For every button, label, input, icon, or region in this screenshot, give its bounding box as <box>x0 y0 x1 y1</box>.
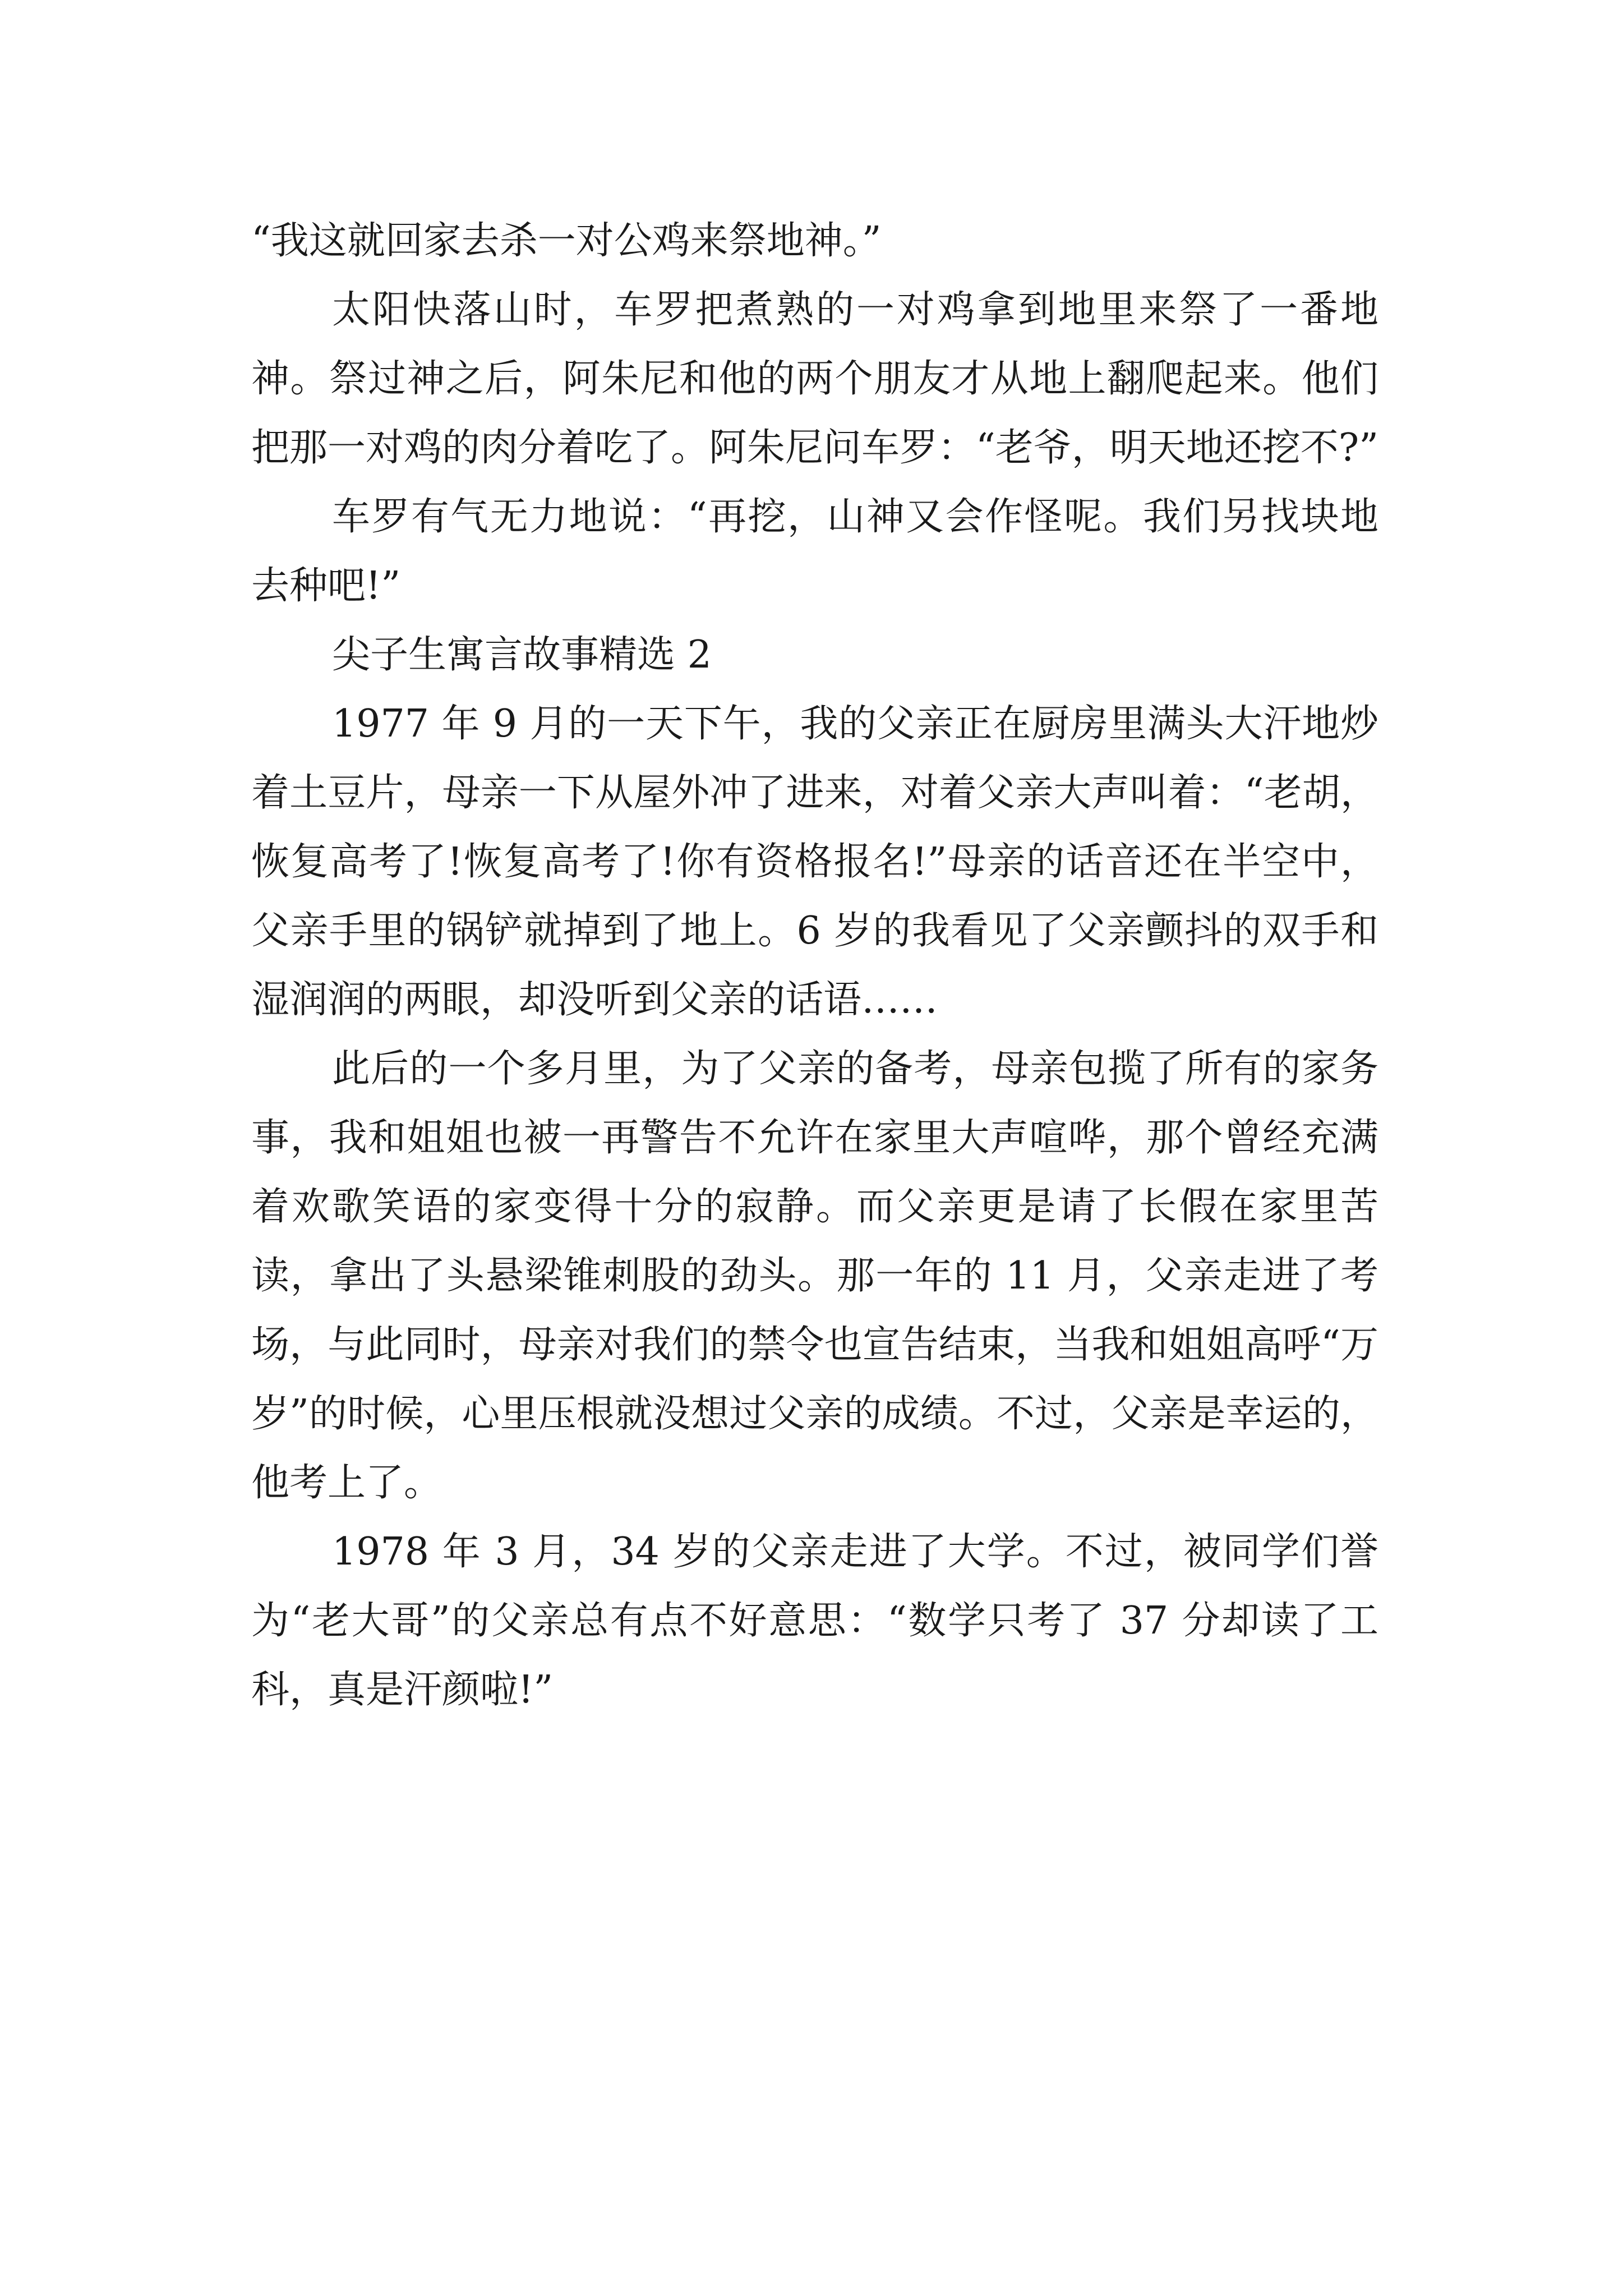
paragraph-4: 1977 年 9 月的一天下午，我的父亲正在厨房里满头大汗地炒着土豆片，母亲一下从屋外冲了进来，对着父亲大声叫着：“老胡，恢复高考了!恢复高考了!你有资格报名!”母亲的话音还在半空中，父亲手里的锅铲就掉到了地上。6 岁的我看见了父亲颤抖的双手和湿润润的两眼，却没听到父亲的话语…… <box>251 702 1378 1022</box>
section-heading: 尖子生寓言故事精选 2 <box>332 633 712 677</box>
paragraph-1: “我这就回家去杀一对公鸡来祭地神。” <box>251 219 882 263</box>
paragraph-6: 1978 年 3 月，34 岁的父亲走进了大学。不过，被同学们誉为“老大哥”的父亲总有点不好意思：“数学只考了 37 分却读了工科，真是汗颜啦!” <box>251 1530 1378 1712</box>
document-body <box>251 206 1378 1724</box>
paragraph-5: 此后的一个多月里，为了父亲的备考，母亲包揽了所有的家务事，我和姐姐也被一再警告不允许在家里大声喧哗，那个曾经充满着欢歌笑语的家变得十分的寂静。而父亲更是请了长假在家里苦读，拿出了头悬梁锥刺股的劲头。那一年的 11 月，父亲走进了考场，与此同时，母亲对我们的禁令也宣告结束，当我和姐姐高呼“万岁”的时候，心里压根就没想过父亲的成绩。不过，父亲是幸运的，他考上了。 <box>251 1047 1378 1505</box>
paragraph-2: 太阳快落山时，车罗把煮熟的一对鸡拿到地里来祭了一番地神。祭过神之后，阿朱尼和他的两个朋友才从地上翻爬起来。他们把那一对鸡的肉分着吃了。阿朱尼问车罗：“老爷，明天地还挖不?” <box>251 288 1378 470</box>
paragraph-3: 车罗有气无力地说：“再挖，山神又会作怪呢。我们另找块地去种吧!” <box>251 495 1378 608</box>
